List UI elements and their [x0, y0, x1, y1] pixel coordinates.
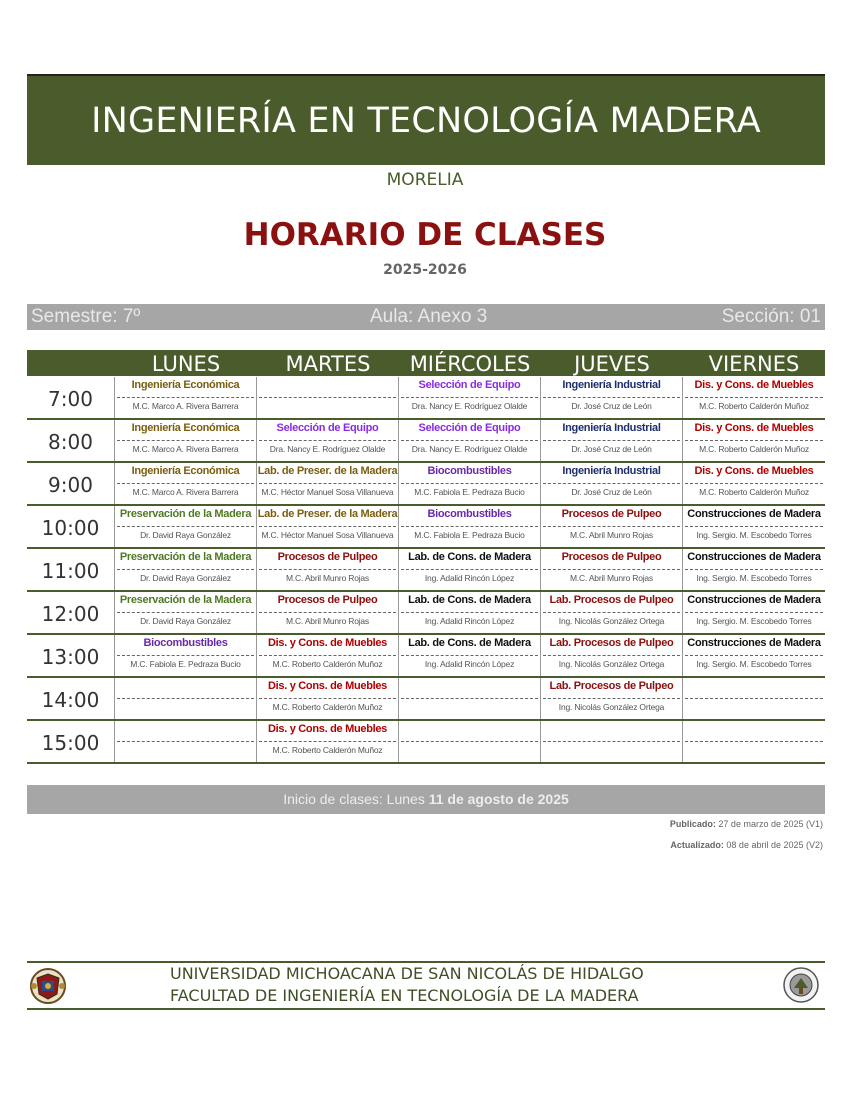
time-slot: 12:00	[27, 592, 115, 633]
subject-name: Procesos de Pulpeo	[561, 508, 662, 520]
cell-divider	[543, 569, 680, 570]
updated-label: Actualizado:	[670, 840, 724, 850]
subject-name: Ingeniería Económica	[131, 422, 240, 434]
cell-divider	[259, 741, 396, 742]
professor-name: Dr. David Raya González	[140, 616, 231, 626]
professor-name: Dra. Nancy E. Rodríguez Olalde	[411, 401, 528, 411]
professor-name: M.C. Fabiola E. Pedraza Bucio	[130, 659, 241, 669]
cell-divider	[117, 440, 254, 441]
cell-divider	[117, 483, 254, 484]
schedule-cell	[257, 420, 399, 461]
subject-name: Construcciones de Madera	[687, 594, 821, 606]
cell-divider	[259, 440, 396, 441]
subject-name: Dis. y Cons. de Muebles	[267, 680, 388, 692]
schedule-cell	[115, 506, 257, 547]
professor-name: Ing. Adalid Rincón López	[424, 616, 515, 626]
schedule-cell	[399, 721, 541, 762]
subject-name: Lab. Procesos de Pulpeo	[549, 680, 674, 692]
cell-divider	[401, 698, 538, 699]
schedule-cell	[257, 506, 399, 547]
cell-divider	[685, 612, 823, 613]
professor-name: M.C. Fabiola E. Pedraza Bucio	[414, 530, 525, 540]
class-start-date: 11 de agosto de 2025	[428, 791, 569, 807]
schedule-cell	[683, 377, 825, 418]
schedule-cell	[683, 678, 825, 719]
schedule-row	[27, 506, 825, 549]
classroom-label: Aula: Anexo 3	[370, 306, 488, 327]
schedule-cell	[115, 721, 257, 762]
day-header: MIÉRCOLES	[409, 352, 531, 376]
professor-name: Ing. Nicolás González Ortega	[558, 702, 665, 712]
schedule-cell	[257, 377, 399, 418]
schedule-cell	[683, 721, 825, 762]
day-header: MARTES	[285, 352, 371, 376]
schedule-cell	[683, 463, 825, 504]
cell-divider	[685, 741, 823, 742]
schedule-cell	[257, 549, 399, 590]
cell-divider	[543, 655, 680, 656]
subject-name	[115, 680, 256, 698]
professor-name: Ing. Nicolás González Ortega	[558, 659, 665, 669]
subject-name	[399, 723, 540, 741]
cell-divider	[685, 569, 823, 570]
schedule-cell	[257, 635, 399, 676]
cell-divider	[401, 569, 538, 570]
university-name: UNIVERSIDAD MICHOACANA DE SAN NICOLÁS DE HIDALGO	[170, 964, 644, 983]
faculty-name: FACULTAD DE INGENIERÍA EN TECNOLOGÍA DE LA MADERA	[170, 986, 639, 1005]
subject-name: Dis. y Cons. de Muebles	[694, 465, 814, 477]
subject-name: Ingeniería Económica	[131, 379, 240, 391]
updated-value: 08 de abril de 2025 (V2)	[723, 840, 823, 850]
time-slot: 13:00	[27, 635, 115, 676]
subject-name: Selección de Equipo	[418, 422, 521, 434]
time-slot: 14:00	[27, 678, 115, 719]
subject-name: Construcciones de Madera	[687, 508, 821, 520]
schedule-cell	[115, 377, 257, 418]
subject-name	[541, 723, 682, 741]
professor-name: M.C. Roberto Calderón Muñoz	[699, 401, 809, 411]
campus-name: MORELIA	[386, 170, 464, 190]
cell-divider	[259, 397, 396, 398]
schedule-row	[27, 678, 825, 721]
cell-divider	[543, 612, 680, 613]
cell-divider	[259, 655, 396, 656]
program-title: INGENIERÍA EN TECNOLOGÍA MADERA	[91, 100, 761, 141]
subject-name: Biocombustibles	[427, 465, 512, 477]
schedule-cell	[115, 549, 257, 590]
cell-divider	[117, 698, 254, 699]
professor-name: Ing. Adalid Rincón López	[424, 659, 515, 669]
time-slot: 9:00	[27, 463, 115, 504]
professor-name: M.C. Roberto Calderón Muñoz	[272, 659, 383, 669]
schedule-cell	[399, 635, 541, 676]
professor-name: Dr. José Cruz de León	[571, 401, 652, 411]
footer-top-rule	[27, 961, 825, 963]
schedule-cell	[399, 592, 541, 633]
professor-name: Dr. José Cruz de León	[571, 487, 652, 497]
cell-divider	[117, 569, 254, 570]
professor-name: M.C. Roberto Calderón Muñoz	[272, 745, 383, 755]
professor-name: Ing. Adalid Rincón López	[424, 573, 515, 583]
time-slot: 10:00	[27, 506, 115, 547]
subject-name: Lab. de Preser. de la Madera	[257, 465, 398, 477]
schedule-cell	[541, 463, 683, 504]
cell-divider	[543, 440, 680, 441]
subject-name: Preservación de la Madera	[119, 594, 252, 606]
cell-divider	[259, 569, 396, 570]
cell-divider	[401, 483, 538, 484]
cell-divider	[401, 741, 538, 742]
subject-name: Construcciones de Madera	[687, 637, 821, 649]
schedule-title: HORARIO DE CLASES	[243, 217, 607, 253]
schedule-cell	[399, 506, 541, 547]
schedule-cell	[257, 463, 399, 504]
subject-name: Preservación de la Madera	[119, 508, 252, 520]
schedule-cell	[541, 592, 683, 633]
schedule-row	[27, 721, 825, 764]
cell-divider	[685, 397, 823, 398]
professor-name: Dr. David Raya González	[140, 530, 231, 540]
schedule-row	[27, 377, 825, 420]
cell-divider	[543, 698, 680, 699]
professor-name: M.C. Roberto Calderón Muñoz	[272, 702, 383, 712]
schedule-cell	[115, 592, 257, 633]
cell-divider	[543, 526, 680, 527]
cell-divider	[685, 440, 823, 441]
time-slot: 11:00	[27, 549, 115, 590]
professor-name: M.C. Marco A. Rivera Barrera	[132, 444, 239, 454]
subject-name	[115, 723, 256, 741]
professor-name: M.C. Fabiola E. Pedraza Bucio	[414, 487, 525, 497]
schedule-cell	[257, 721, 399, 762]
professor-name: Dr. José Cruz de León	[571, 444, 652, 454]
info-bar	[27, 304, 825, 330]
university-seal-icon	[28, 966, 68, 1006]
professor-name: M.C. Héctor Manuel Sosa Villanueva	[261, 487, 394, 497]
subject-name: Lab. de Cons. de Madera	[408, 594, 531, 606]
subject-name	[683, 723, 825, 741]
subject-name: Selección de Equipo	[276, 422, 379, 434]
subject-name	[683, 680, 825, 698]
updated-note	[670, 840, 823, 850]
cell-divider	[401, 612, 538, 613]
published-value: 27 de marzo de 2025 (V1)	[715, 819, 823, 829]
subject-name: Biocombustibles	[143, 637, 228, 649]
schedule-cell	[115, 635, 257, 676]
schedule-cell	[541, 721, 683, 762]
cell-divider	[543, 397, 680, 398]
subject-name: Lab. de Cons. de Madera	[408, 637, 531, 649]
published-label: Publicado:	[669, 819, 716, 829]
schedule-row	[27, 463, 825, 506]
schedule-cell	[683, 635, 825, 676]
subject-name: Lab. Procesos de Pulpeo	[549, 594, 674, 606]
professor-name: Dr. David Raya González	[140, 573, 231, 583]
schedule-row	[27, 635, 825, 678]
schedule-cell	[541, 549, 683, 590]
schedule-cell	[115, 463, 257, 504]
professor-name: Ing. Sergio. M. Escobedo Torres	[696, 573, 812, 583]
professor-name: Ing. Sergio. M. Escobedo Torres	[696, 616, 812, 626]
schedule-cell	[257, 592, 399, 633]
schedule-cell	[683, 420, 825, 461]
subject-name: Biocombustibles	[427, 508, 512, 520]
day-header: VIERNES	[708, 352, 800, 376]
time-slot: 15:00	[27, 721, 115, 762]
cell-divider	[117, 397, 254, 398]
professor-name: M.C. Marco A. Rivera Barrera	[132, 401, 239, 411]
cell-divider	[685, 526, 823, 527]
footer-bottom-rule	[27, 1008, 825, 1010]
cell-divider	[117, 655, 254, 656]
schedule-cell	[399, 549, 541, 590]
schedule-cell	[399, 377, 541, 418]
schedule-cell	[399, 420, 541, 461]
professor-name: Ing. Nicolás González Ortega	[558, 616, 665, 626]
cell-divider	[117, 612, 254, 613]
title-band	[27, 76, 825, 165]
subject-name: Ingeniería Industrial	[562, 465, 661, 477]
schedule-cell	[399, 463, 541, 504]
schedule-row	[27, 420, 825, 463]
subject-name: Preservación de la Madera	[119, 551, 252, 563]
professor-name: Ing. Sergio. M. Escobedo Torres	[696, 530, 812, 540]
subject-name: Ingeniería Industrial	[562, 422, 661, 434]
cell-divider	[259, 483, 396, 484]
schedule-cell	[257, 678, 399, 719]
subject-name: Lab. Procesos de Pulpeo	[549, 637, 674, 649]
faculty-seal-icon	[782, 966, 820, 1004]
schedule-cell	[541, 420, 683, 461]
professor-name: M.C. Marco A. Rivera Barrera	[132, 487, 239, 497]
professor-name: M.C. Abril Munro Rojas	[286, 616, 369, 626]
cell-divider	[543, 741, 680, 742]
schedule-cell	[541, 506, 683, 547]
subject-name: Procesos de Pulpeo	[277, 551, 378, 563]
professor-name: M.C. Abril Munro Rojas	[286, 573, 369, 583]
subject-name: Construcciones de Madera	[687, 551, 821, 563]
time-slot: 7:00	[27, 377, 115, 418]
schedule-cell	[683, 592, 825, 633]
cell-divider	[685, 655, 823, 656]
school-year: 2025-2026	[383, 262, 467, 278]
professor-name: M.C. Abril Munro Rojas	[570, 530, 653, 540]
cell-divider	[401, 440, 538, 441]
cell-divider	[117, 526, 254, 527]
subject-name: Selección de Equipo	[418, 379, 521, 391]
professor-name: Ing. Sergio. M. Escobedo Torres	[696, 659, 812, 669]
cell-divider	[401, 655, 538, 656]
cell-divider	[401, 397, 538, 398]
subject-name: Procesos de Pulpeo	[277, 594, 378, 606]
subject-name	[257, 379, 398, 397]
cell-divider	[117, 741, 254, 742]
subject-name: Ingeniería Económica	[131, 465, 240, 477]
schedule-cell	[541, 377, 683, 418]
section-label: Sección: 01	[721, 306, 821, 327]
schedule-row	[27, 549, 825, 592]
schedule-cell	[541, 635, 683, 676]
professor-name: Dra. Nancy E. Rodríguez Olalde	[411, 444, 528, 454]
subject-name: Lab. de Preser. de la Madera	[257, 508, 398, 520]
schedule-cell	[541, 678, 683, 719]
subject-name: Ingeniería Industrial	[562, 379, 661, 391]
cell-divider	[259, 698, 396, 699]
cell-divider	[259, 612, 396, 613]
cell-divider	[543, 483, 680, 484]
professor-name: M.C. Roberto Calderón Muñoz	[699, 487, 809, 497]
schedule-cell	[115, 678, 257, 719]
subject-name: Dis. y Cons. de Muebles	[694, 422, 814, 434]
time-slot: 8:00	[27, 420, 115, 461]
subject-name	[399, 680, 540, 698]
professor-name: M.C. Roberto Calderón Muñoz	[699, 444, 809, 454]
subject-name: Dis. y Cons. de Muebles	[694, 379, 814, 391]
cell-divider	[401, 526, 538, 527]
class-start-bar	[27, 785, 825, 814]
schedule-row	[27, 592, 825, 635]
day-header: LUNES	[151, 352, 221, 376]
semester-label: Semestre: 7º	[31, 306, 141, 327]
cell-divider	[259, 526, 396, 527]
professor-name: M.C. Abril Munro Rojas	[570, 573, 653, 583]
subject-name: Dis. y Cons. de Muebles	[267, 723, 388, 735]
subject-name: Lab. de Cons. de Madera	[408, 551, 531, 563]
subject-name: Dis. y Cons. de Muebles	[267, 637, 388, 649]
class-start-prefix: Inicio de clases: Lunes	[283, 791, 429, 807]
schedule-cell	[399, 678, 541, 719]
schedule-cell	[683, 506, 825, 547]
schedule-cell	[683, 549, 825, 590]
professor-name: M.C. Héctor Manuel Sosa Villanueva	[261, 530, 394, 540]
cell-divider	[685, 483, 823, 484]
professor-name: Dra. Nancy E. Rodríguez Olalde	[269, 444, 386, 454]
cell-divider	[685, 698, 823, 699]
published-note	[670, 819, 823, 829]
subject-name: Procesos de Pulpeo	[561, 551, 662, 563]
day-header: JUEVES	[574, 352, 650, 376]
schedule-cell	[115, 420, 257, 461]
